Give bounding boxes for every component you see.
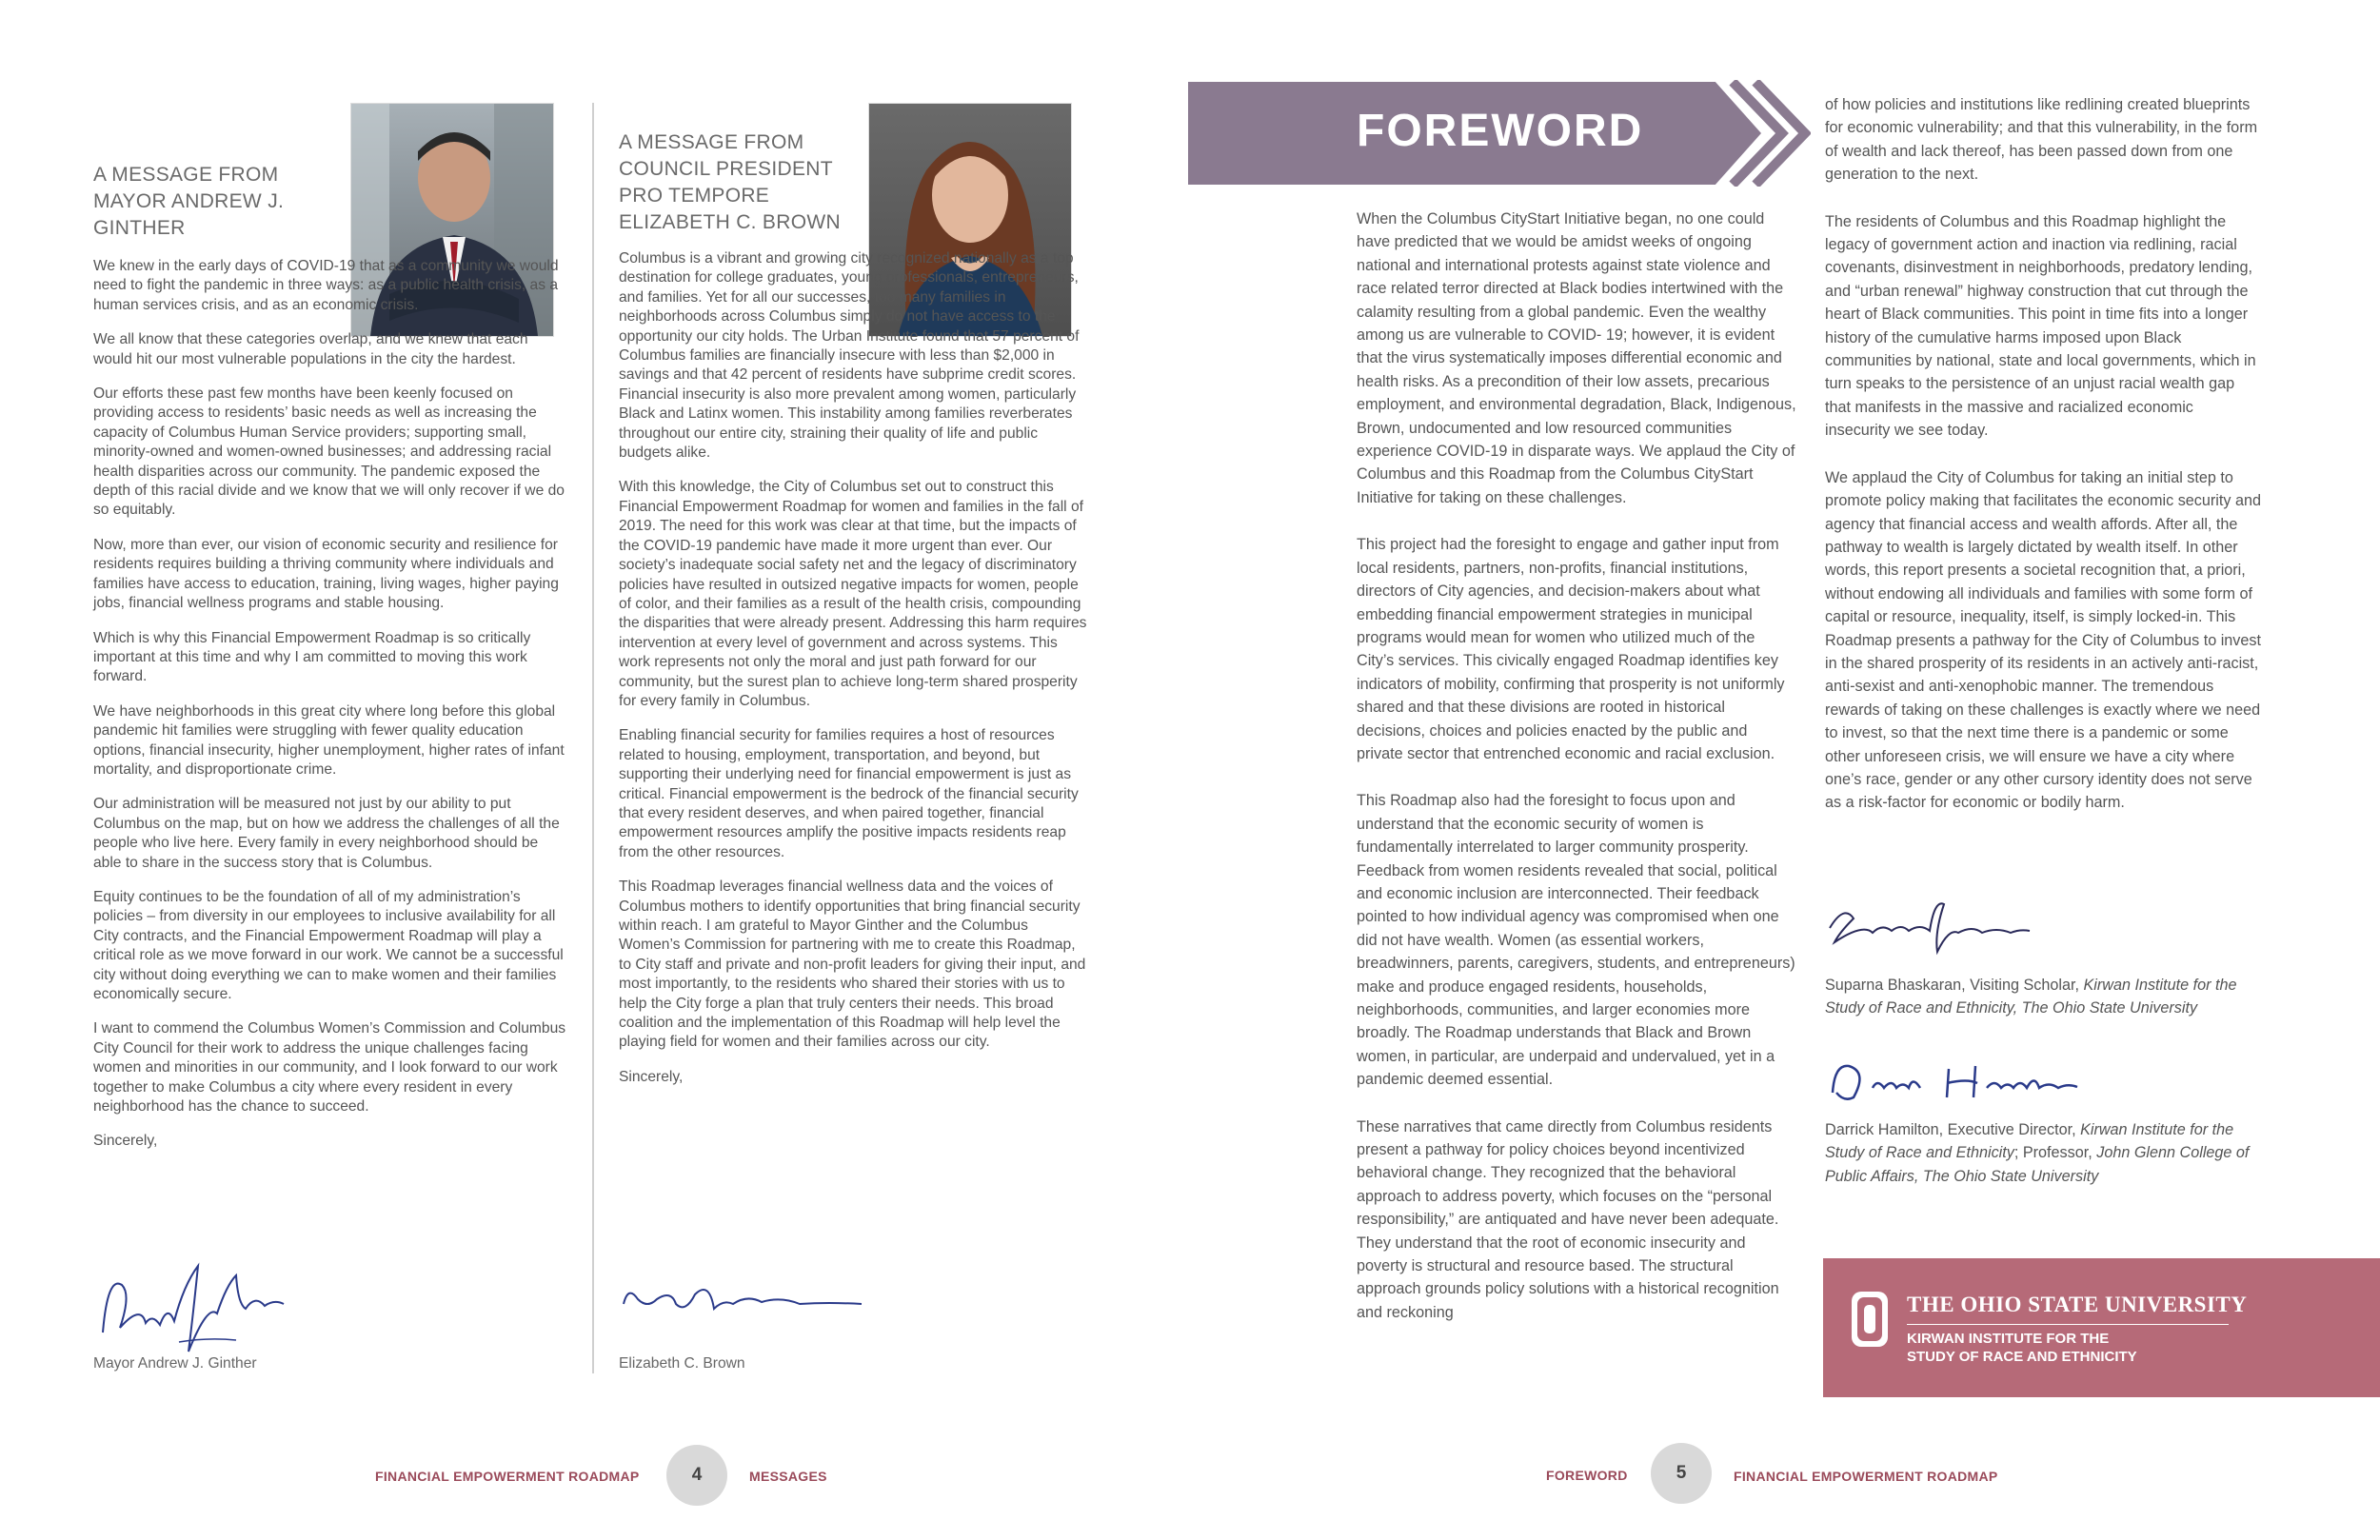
foreword-paragraph-3: This Roadmap also had the foresight to focus upon and understand that the economic security of women is fundamentally interrelated to larger community prosperity. Feedback from women residents revealed that social, political and economic inclusion are interconnected. Their feedback pointed to how individual agency was compromised when one did not have wealth. Women (as essential workers, breadwinners, parents, caregivers, students, and entrepreneurs) make and produce engaged residents, households, neighborhoods, communities, and larger economies more broadly. The Roadmap understands that Black and Brown women, in particular, are underpaid and undervalued, yet in a pandemic deemed essential.	[1357, 792, 1795, 1089]
left-footer-section: MESSAGES	[749, 1469, 827, 1484]
council-signature-icon	[619, 1275, 866, 1323]
right-footer-section: FOREWORD	[1546, 1468, 1628, 1483]
foreword-paragraph-2: This project had the foresight to engage and gather input from local residents, partners, non-profits, financial institutions, directors of City agencies, and decision-makers about what embedding financial empowerment strategies in municipal programs would mean for women who utilized much of the City’s services. This civically engaged Roadmap identifies key indicators of mobility, confirming that prosperity is not uniformly shared and that these divisions are rooted in historical decisions, choices and policies enacted by the public and private sector that entrenched economic and racial exclusion.	[1357, 536, 1785, 762]
foreword-column-1	[1357, 207, 1796, 1348]
mayor-paragraph-2: We all know that these categories overlap, and we knew that each would hit our most vulnerable populations in the city the hardest.	[93, 331, 528, 367]
hamilton-affiliation-2: John Glenn College of Public Affairs, The Ohio State University	[1825, 1144, 2250, 1185]
bhaskaran-signature-icon	[1825, 895, 2034, 961]
mayor-signature-icon	[93, 1247, 293, 1361]
page-number-4-label: 4	[691, 1465, 703, 1485]
council-paragraph-4: This Roadmap leverages financial wellness data and the voices of Columbus mothers to identify opportunities that bring financial security within reach. I am grateful to Mayor Ginther and the Columbus Women’s Commission for partnering with me to create this Roadmap, to City staff and private and non-profit leaders for giving their input, and most importantly, to the residents who shared their stories with us to help the City forge a plan that truly centers their needs. This broad coalition and the implementation of this Roadmap will help level the playing field for women and their families across our city.	[619, 879, 1086, 1051]
osu-subtitle	[1907, 1330, 2137, 1366]
page-number-5	[1651, 1443, 1712, 1504]
mayor-closing: Sincerely,	[93, 1133, 158, 1150]
mayor-paragraph-6: We have neighborhoods in this great city where long before this global pandemic hit families were struggling with fewer quality education options, financial insecurity, higher unemployment, higher rates of infant mortality, and disproportionate crime.	[93, 702, 565, 778]
hamilton-byline	[1825, 1118, 2272, 1188]
foreword-column-2	[1825, 93, 2261, 839]
mayor-paragraph-5: Which is why this Financial Empowerment Roadmap is so critically important at this time and why I am committed to moving this work forward.	[93, 629, 531, 685]
foreword-paragraph-1: When the Columbus CityStart Initiative began, no one could have predicted that we would be amidst weeks of ongoing national and international protests against state violence and race related terror directed at Black bodies intertwined with the calamity resulting from a global pandemic. Even the wealthy among us are vulnerable to COVID- 19; however, it is evident that the virus systematically imposes differential economic and health risks. As a precondition of their low assets, precarious employment, and environmental degradation, Black, Indigenous, Brown, undocumented and low resourced communities experience COVID-19 in disparate ways. We applaud the City of Columbus and this Roadmap from the Columbus CityStart Initiative for taking on these challenges.	[1357, 210, 1796, 506]
council-message-body	[619, 249, 1087, 1102]
osu-kirwan-logo	[1823, 1258, 2380, 1397]
osu-name: THE OHIO STATE UNIVERSITY	[1907, 1293, 2248, 1316]
council-signature-name: Elizabeth C. Brown	[619, 1355, 745, 1372]
council-closing: Sincerely,	[619, 1068, 684, 1085]
bhaskaran-affiliation: Kirwan Institute for the Study of Race and Ethnicity, The Ohio State University	[1825, 977, 2237, 1017]
mayor-message-body	[93, 257, 569, 1167]
council-paragraph-2: With this knowledge, the City of Columbus set out to construct this Financial Empowerment Roadmap for women and families in the fall of 2019. The need for this work was clear at that time, but the impacts of the COVID-19 pandemic have made it more urgent than ever. Our society’s inadequate social safety net and the legacy of discriminatory policies have resulted in outsized negative impacts for women, people of color, and their families as a result of the health crisis, compounding the disparities that were already present. Addressing this harm requires intervention at every level of government and across systems. This work represents not only the moral and just path forward for our community, but the surest plan to achieve long-term shared prosperity for every family in Columbus.	[619, 479, 1087, 709]
mayor-paragraph-8: Equity continues to be the foundation of all of my administration’s policies – from diversity in our employees to inclusive availability for all City contracts, and the Financial Empowerment Roadmap will play a critical role as we move forward in our work. We cannot be a successful city without doing everything we can to make women and their families economically secure.	[93, 888, 564, 1002]
council-paragraph-1: Columbus is a vibrant and growing city recognized nationally as a top destination for college graduates, young professionals, entrepreneurs, and families. Yet for all our successes, too many families in neighborhoods across Columbus simply do not have access to the opportunity our city holds. The Urban Institute found that 57 percent of Columbus families are financially insecure with less than $2,000 in savings and that 42 percent of residents have subprime credit scores. Financial insecurity is also more prevalent among women, particularly Black and Latinx women. This instability among families reverberates throughout our entire city, straining their quality of life and public budgets alike.	[619, 250, 1080, 462]
osu-rule	[1907, 1324, 2229, 1325]
foreword-title: FOREWORD	[1357, 106, 1644, 156]
left-footer-title: FINANCIAL EMPOWERMENT ROADMAP	[375, 1469, 640, 1484]
page-number-5-label: 5	[1676, 1463, 1687, 1483]
hamilton-name: Darrick Hamilton, Executive Director,	[1825, 1121, 2081, 1138]
foreword-paragraph-6: The residents of Columbus and this Roadmap highlight the legacy of government action and inaction via redlining, racial covenants, disinvestment in neighborhoods, predatory lending, and “urban renewal” highway construction that cut through the heart of Black communities. This point in time fits into a longer history of the cumulative harms imposed upon Black communities by national, state and local governments, which in turn speaks to the persistence of an unjust racial wealth gap that manifests in the massive and racialized economic insecurity we see today.	[1825, 212, 2256, 440]
council-message-heading: A MESSAGE FROM COUNCIL PRESIDENT PRO TEMPORE ELIZABETH C. BROWN	[619, 131, 841, 233]
osu-subtitle-line-1: KIRWAN INSTITUTE FOR THE	[1907, 1331, 2110, 1347]
foreword-paragraph-7: We applaud the City of Columbus for taking an initial step to promote policy making that facilitates the economic security and agency that financial access and wealth affords. After all, the pathway to wealth is largely dictated by wealth itself. In other words, this report presents a societal recognition that, a priori, without endowing all individuals and families with some form of capital or resource, inequality, itself, is simply locked-in. This Roadmap presents a pathway for the City of Columbus to invest in the shared prosperity of its residents in an actively anti-racist, anti-sexist and anti-xenophobic manner. The tremendous rewards of taking on these challenges is exactly where we need to invest, so that the next time there is a pandemic or some other unforeseen crisis, we will ensure we have a city where one’s race, gender or any other cursory identity does not serve as a risk-factor for economic or bodily harm.	[1825, 468, 2261, 812]
right-footer-title: FINANCIAL EMPOWERMENT ROADMAP	[1734, 1469, 1998, 1484]
page-number-4	[666, 1445, 727, 1506]
bhaskaran-name: Suparna Bhaskaran, Visiting Scholar,	[1825, 977, 2084, 994]
mayor-paragraph-7: Our administration will be measured not just by our ability to put Columbus on the map, but on how we address the challenges of all the people who live here. Every family in every neighborhood should be able to share in the success story that is Columbus.	[93, 796, 560, 871]
hamilton-name-2: ; Professor,	[2013, 1144, 2097, 1162]
mayor-paragraph-3: Our efforts these past few months have been keenly focused on providing access to residents’ basic needs as well as increasing the capacity of Columbus Human Service providers; supporting small, minority-owned and women-owned businesses; and addressing racial health disparities across our community. The pandemic exposed the depth of this racial divide and we know that we will only recover if we do so equitably.	[93, 385, 565, 519]
mayor-message-heading: A MESSAGE FROM MAYOR ANDREW J. GINTHER	[93, 164, 285, 239]
osu-subtitle-line-2: STUDY OF RACE AND ETHNICITY	[1907, 1349, 2137, 1365]
mayor-paragraph-9: I want to commend the Columbus Women’s Commission and Columbus City Council for their work to address the unique challenges facing women and minorities in our community, and I look forward to our work together to make Columbus a city where every resident in every neighborhood has the chance to succeed.	[93, 1020, 566, 1116]
hamilton-signature-icon	[1825, 1055, 2082, 1112]
foreword-paragraph-5: of how policies and institutions like redlining created blueprints for economic vulnerability; and that this vulnerability, in the form of wealth and lack thereof, has been passed down from one generation to the next.	[1825, 96, 2258, 184]
foreword-paragraph-4: These narratives that came directly from Columbus residents present a pathway for policy choices beyond incentivized behavioral change. They recognized that the behavioral approach to address poverty, which focuses on the “personal responsibility,” are antiquated and have never been adequate. They understand that the root of economic insecurity and poverty is structural and resource based. The structural approach grounds policy solutions with a historical recognition and reckoning	[1357, 1117, 1779, 1321]
hamilton-affiliation-1: Kirwan Institute for the Study of Race and Ethnicity	[1825, 1121, 2234, 1162]
column-divider	[592, 103, 594, 1373]
osu-block-o-icon	[1850, 1290, 1890, 1349]
mayor-signature-name: Mayor Andrew J. Ginther	[93, 1355, 257, 1372]
mayor-paragraph-1: We knew in the early days of COVID-19 that as a community we would need to fight the pandemic in three ways: as a public health crisis, as a human services crisis, and as an economic crisis.	[93, 258, 559, 313]
mayor-paragraph-4: Now, more than ever, our vision of economic security and resilience for residents requires building a thriving community where individuals and families have access to education, training, living wages, higher paying jobs, financial wellness programs and stable housing.	[93, 536, 559, 612]
council-paragraph-3: Enabling financial security for families requires a host of resources related to housing, employment, transportation, and beyond, but supporting their underlying need for financial empowerment is just as critical. Financial empowerment is the bedrock of the financial security that every resident deserves, and when paired together, financial empowerment resources amplify the positive impacts residents reap from the other resources.	[619, 727, 1079, 860]
bhaskaran-byline	[1825, 974, 2272, 1020]
banner-chevrons-icon	[1723, 80, 1811, 187]
